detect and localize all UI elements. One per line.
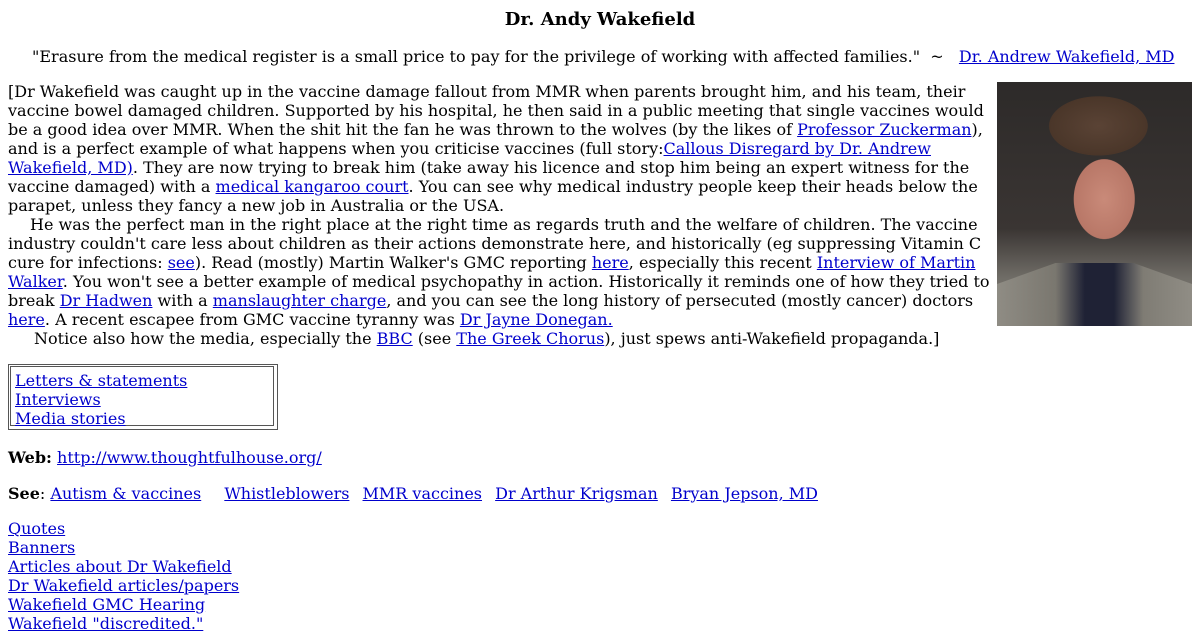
page-title: Dr. Andy Wakefield [504, 9, 696, 30]
intro-text-segment: [Dr Wakefield was caught up in the vaccine damage fallout from MMR when parents brought him, and his team, their vaccine bowel damaged children. Supported by his hospital, he then said in a public meeting that single vaccines would be a good idea over MMR. When the shit hit the fan he was thrown to the wolves (by the likes of [8, 82, 984, 139]
professor-zuckerman-link[interactable]: Professor Zuckerman [797, 120, 972, 139]
bryan-jepson-link[interactable]: Bryan Jepson, MD [670, 484, 818, 503]
intro-paragraph-1 [8, 82, 998, 215]
intro-paragraph-3 [8, 329, 998, 348]
see-line [8, 484, 826, 503]
greek-chorus-link[interactable]: The Greek Chorus [456, 329, 605, 348]
see-label: See [8, 484, 40, 503]
section-links-inner [10, 366, 274, 426]
letters-statements-link[interactable]: Letters & statements [15, 371, 188, 390]
whistleblowers-link[interactable]: Whistleblowers [224, 484, 350, 503]
quote-separator: ~ [930, 47, 944, 66]
bbc-link[interactable]: BBC [376, 329, 413, 348]
intro-text-segment: (see [412, 329, 457, 348]
quote-text: "Erasure from the medical register is a small price to pay for the privilege of working with affected families." [32, 47, 921, 66]
autism-vaccines-link[interactable]: Autism & vaccines [50, 484, 202, 503]
media-stories-link[interactable]: Media stories [15, 409, 126, 428]
intro-text-segment: , especially this recent [628, 253, 817, 272]
articles-about-link[interactable]: Articles about Dr Wakefield [8, 557, 232, 576]
dr-arthur-krigsman-link[interactable]: Dr Arthur Krigsman [495, 484, 658, 503]
quotes-link[interactable]: Quotes [8, 519, 66, 538]
wakefield-discredited-link[interactable]: Wakefield "discredited." [8, 614, 204, 633]
intro-text-segment: . A recent escapee from GMC vaccine tyranny was [44, 310, 460, 329]
intro-text-segment: He was the perfect man in the right place at the right time as regards truth and the welfare of children. The vaccine industry couldn't care less about children as their actions demonstrate here, and historically (eg suppressing Vitamin C cure for infections: [8, 215, 982, 272]
see-colon: : [39, 484, 46, 503]
portrait-photo [997, 82, 1192, 326]
banners-link[interactable]: Banners [8, 538, 76, 557]
dr-jayne-donegan-link[interactable]: Dr Jayne Donegan. [459, 310, 613, 329]
intro-text-segment: . You can see why medical industry people keep their heads below the parapet, unless they fancy a new job in Australia or the USA. [8, 177, 978, 215]
intro-text-segment: ), just spews anti-Wakefield propaganda.] [604, 329, 940, 348]
medical-kangaroo-court-link[interactable]: medical kangaroo court [215, 177, 409, 196]
quote [32, 47, 1174, 66]
persecuted-doctors-here-link[interactable]: here [8, 310, 45, 329]
intro-text [8, 82, 998, 348]
vitamin-c-see-link[interactable]: see [167, 253, 195, 272]
intro-text-segment: ). Read (mostly) Martin Walker's GMC reporting [194, 253, 592, 272]
intro-text-segment: ), and is a perfect example of what happens when you criticise vaccines (full story: [8, 120, 983, 158]
interview-martin-walker-link[interactable]: Interview of Martin Walker [8, 253, 976, 291]
intro-text-segment: , and you can see the long history of persecuted (mostly cancer) doctors [386, 291, 974, 310]
interviews-link[interactable]: Interviews [15, 390, 101, 409]
dr-hadwen-link[interactable]: Dr Hadwen [59, 291, 153, 310]
website-link[interactable]: http://www.thoughtfulhouse.org/ [57, 448, 322, 467]
callous-disregard-link[interactable]: Callous Disregard by Dr. Andrew Wakefield, MD) [8, 139, 931, 177]
intro-text-segment: . They are now trying to break him (take away his licence and stop him being an expert witness for the vaccine damaged) with a [8, 158, 970, 196]
wakefield-articles-papers-link[interactable]: Dr Wakefield articles/papers [8, 576, 240, 595]
intro-paragraph-2 [8, 215, 998, 329]
portrait-shoulders [997, 256, 1192, 326]
gmc-reporting-here-link[interactable]: here [591, 253, 629, 272]
intro-text-segment: with a [152, 291, 213, 310]
intro-text-segment: . You won't see a better example of medical psychopathy in action. Historically it reminds one of how they tried to break [8, 272, 990, 310]
bottom-links-list [8, 519, 239, 633]
web-line [8, 448, 322, 467]
manslaughter-charge-link[interactable]: manslaughter charge [212, 291, 387, 310]
section-links-box [8, 364, 278, 430]
web-label: Web: [8, 448, 52, 467]
intro-text-segment: Notice also how the media, especially the [34, 329, 377, 348]
mmr-vaccines-link[interactable]: MMR vaccines [362, 484, 483, 503]
quote-author-link[interactable]: Dr. Andrew Wakefield, MD [958, 47, 1175, 66]
wakefield-gmc-hearing-link[interactable]: Wakefield GMC Hearing [8, 595, 206, 614]
